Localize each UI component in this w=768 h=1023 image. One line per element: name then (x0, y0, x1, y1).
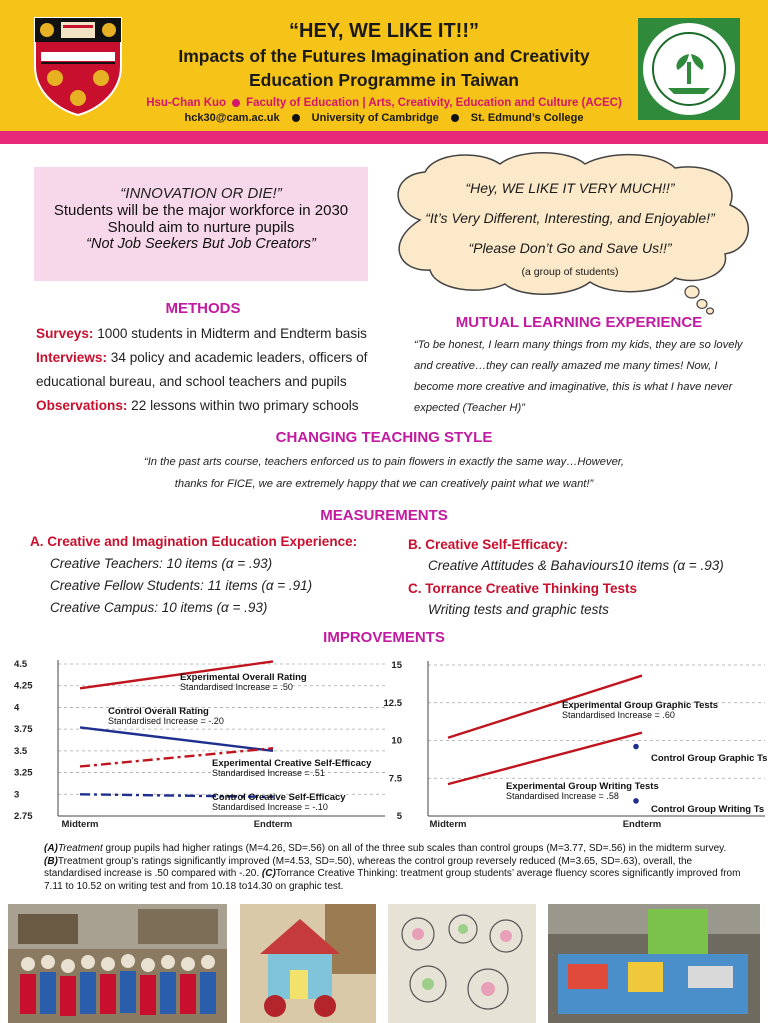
university: University of Cambridge (311, 112, 439, 124)
y-tick-label: 3 (14, 789, 20, 801)
measurement-b-title: B. Creative Self-Efficacy: (408, 537, 568, 552)
y-tick-label: 4.25 (14, 680, 33, 692)
series-label: Experimental Creative Self-Efficacy (212, 758, 372, 769)
author-line (130, 97, 638, 109)
methods-body (36, 322, 386, 418)
photo-students-group (8, 904, 227, 1023)
y-tick-label: 10 (391, 735, 402, 747)
series-point (633, 744, 639, 750)
innovation-line2: Students will be the major workforce in 2030 (53, 202, 349, 219)
measurement-a-item: Creative Fellow Students: 11 items (α = .91) (50, 578, 313, 593)
results-caption: (A)Treatment group pupils had higher ratings (M=4.26, SD=.56) on all of the three sub scales than control groups (M=3.77, SD=.56) in the midterm survey. (B)Treatment group’s ratings significantly improved (M=4.53, SD=.50), whereas the control group reversely reduced (M=3.65, SD=.63), overall, the standardised increase is .50 compared with -.20. (C)Torrance Creative Thinking: treatment group students’ average fluency scores significantly improved from 7.11 to 10.52 on writing test and from 10.18 to14.30 on graphic test. (44, 843, 741, 892)
x-tick-label: Midterm (61, 819, 99, 830)
methods-interviews: Interviews: 34 policy and academic leaders, officers of educational bureau, and school teachers and pupils (36, 350, 368, 389)
series-note: Standardised Increase = -.10 (212, 802, 328, 812)
cambridge-crest-logo (33, 16, 123, 116)
student-quote-2: “It’s Very Different, Interesting, and Enjoyable!” (425, 210, 715, 226)
methods-observations: Observations: 22 lessons within two primary schools (36, 398, 359, 413)
chart-torrance-tests (380, 648, 768, 834)
series-line (80, 727, 273, 750)
poster-subtitle-line2: Education Programme in Taiwan (248, 70, 519, 90)
innovation-line4: “Not Job Seekers But Job Creators” (86, 236, 316, 252)
photo-classroom-models (548, 904, 760, 1023)
bullet-dot-icon (292, 114, 300, 122)
series-note: Standardised Increase = -.20 (108, 716, 224, 726)
methods-title: METHODS (165, 300, 241, 317)
y-tick-label: 2.75 (14, 811, 33, 822)
faculty: Faculty of Education | Arts, Creativity, Education and Culture (ACEC) (246, 97, 622, 109)
series-point (633, 798, 639, 804)
poster-subtitle-line1: Impacts of the Futures Imagination and Creativity (178, 46, 590, 66)
mutual-quote: “To be honest, I learn many things from my kids, they are so lovely and creative…they can really amazed me many times! Now, I become more creative and imaginative, this is what I have never expected (Teacher H)” (414, 339, 743, 414)
series-note: Standardised Increase = .60 (562, 710, 675, 720)
y-tick-label: 5 (396, 811, 402, 822)
innovation-box (34, 167, 368, 281)
series-label: Control Overall Rating (108, 706, 209, 717)
series-note: Standardised Increase = .58 (506, 791, 619, 801)
photo-house-model (240, 904, 376, 1023)
series-note: Standardised Increase = .51 (212, 768, 325, 778)
measurement-c-title: C. Torrance Creative Thinking Tests (408, 581, 638, 596)
y-tick-label: 4.5 (14, 659, 28, 670)
series-label: Experimental Group Graphic Tests (562, 700, 719, 711)
ministry-of-education-logo (638, 18, 740, 120)
student-quote-3: “Please Don’t Go and Save Us!!” (468, 240, 672, 256)
methods-surveys: Surveys: 1000 students in Midterm and Endterm basis (36, 326, 367, 341)
x-tick-label: Endterm (622, 819, 662, 830)
changing-title: CHANGING TEACHING STYLE (275, 429, 493, 446)
y-tick-label: 4 (14, 702, 20, 714)
email[interactable]: hck30@cam.ac.uk (184, 112, 280, 124)
improvements-title: IMPROVEMENTS (323, 629, 445, 646)
series-label: Control Group Graphic Ts (651, 753, 768, 764)
changing-quote-2: thanks for FICE, we are extremely happy that we can creatively paint what we want!” (174, 478, 594, 490)
author-name: Hsu-Chan Kuo (146, 97, 227, 109)
innovation-slogan: “INNOVATION OR DIE!” (120, 185, 282, 202)
student-quote-1: “Hey, WE LIKE IT VERY MUCH!!” (465, 180, 675, 196)
quote-source: (a group of students) (521, 266, 619, 278)
y-tick-label: 3.75 (14, 724, 33, 736)
chart-ratings (0, 648, 390, 834)
contact-line (130, 112, 638, 124)
y-tick-label: 3.5 (14, 745, 28, 757)
innovation-line3: Should aim to nurture pupils (107, 219, 295, 236)
measurements-title: MEASUREMENTS (320, 507, 448, 524)
measurement-a-item: Creative Teachers: 10 items (α = .93) (50, 556, 273, 571)
x-tick-label: Endterm (253, 819, 293, 830)
measurement-c-item: Writing tests and graphic tests (428, 602, 609, 617)
x-tick-label: Midterm (429, 819, 467, 830)
mutual-title: MUTUAL LEARNING EXPERIENCE (455, 314, 703, 331)
header-stripe (0, 131, 768, 144)
series-label: Control Group Writing Ts (651, 804, 765, 815)
series-label: Experimental Overall Rating (180, 672, 307, 683)
y-tick-label: 7.5 (388, 773, 402, 785)
bullet-dot-icon (451, 114, 459, 122)
photo-drawing (388, 904, 536, 1023)
college: St. Edmund’s College (470, 112, 584, 124)
series-note: Standardised Increase = .50 (180, 682, 293, 692)
thought-cloud (380, 150, 760, 315)
y-tick-label: 12.5 (383, 697, 402, 709)
series-label: Experimental Group Writing Tests (506, 781, 659, 792)
bullet-dot-icon (232, 99, 240, 107)
measurement-a-title: A. Creative and Imagination Education Experience: (30, 534, 358, 549)
y-tick-label: 3.25 (14, 767, 33, 779)
y-tick-label: 15 (391, 660, 402, 671)
changing-quote-1: “In the past arts course, teachers enforced us to pain flowers in exactly the same way…However, (143, 456, 625, 468)
measurement-a-item: Creative Campus: 10 items (α = .93) (50, 600, 268, 615)
poster-title: “HEY, WE LIKE IT!!” (289, 20, 479, 42)
series-label: Control Creative Self-Efficacy (212, 792, 346, 803)
measurement-b-item: Creative Attitudes & Bahaviours10 items (α = .93) (428, 558, 724, 573)
